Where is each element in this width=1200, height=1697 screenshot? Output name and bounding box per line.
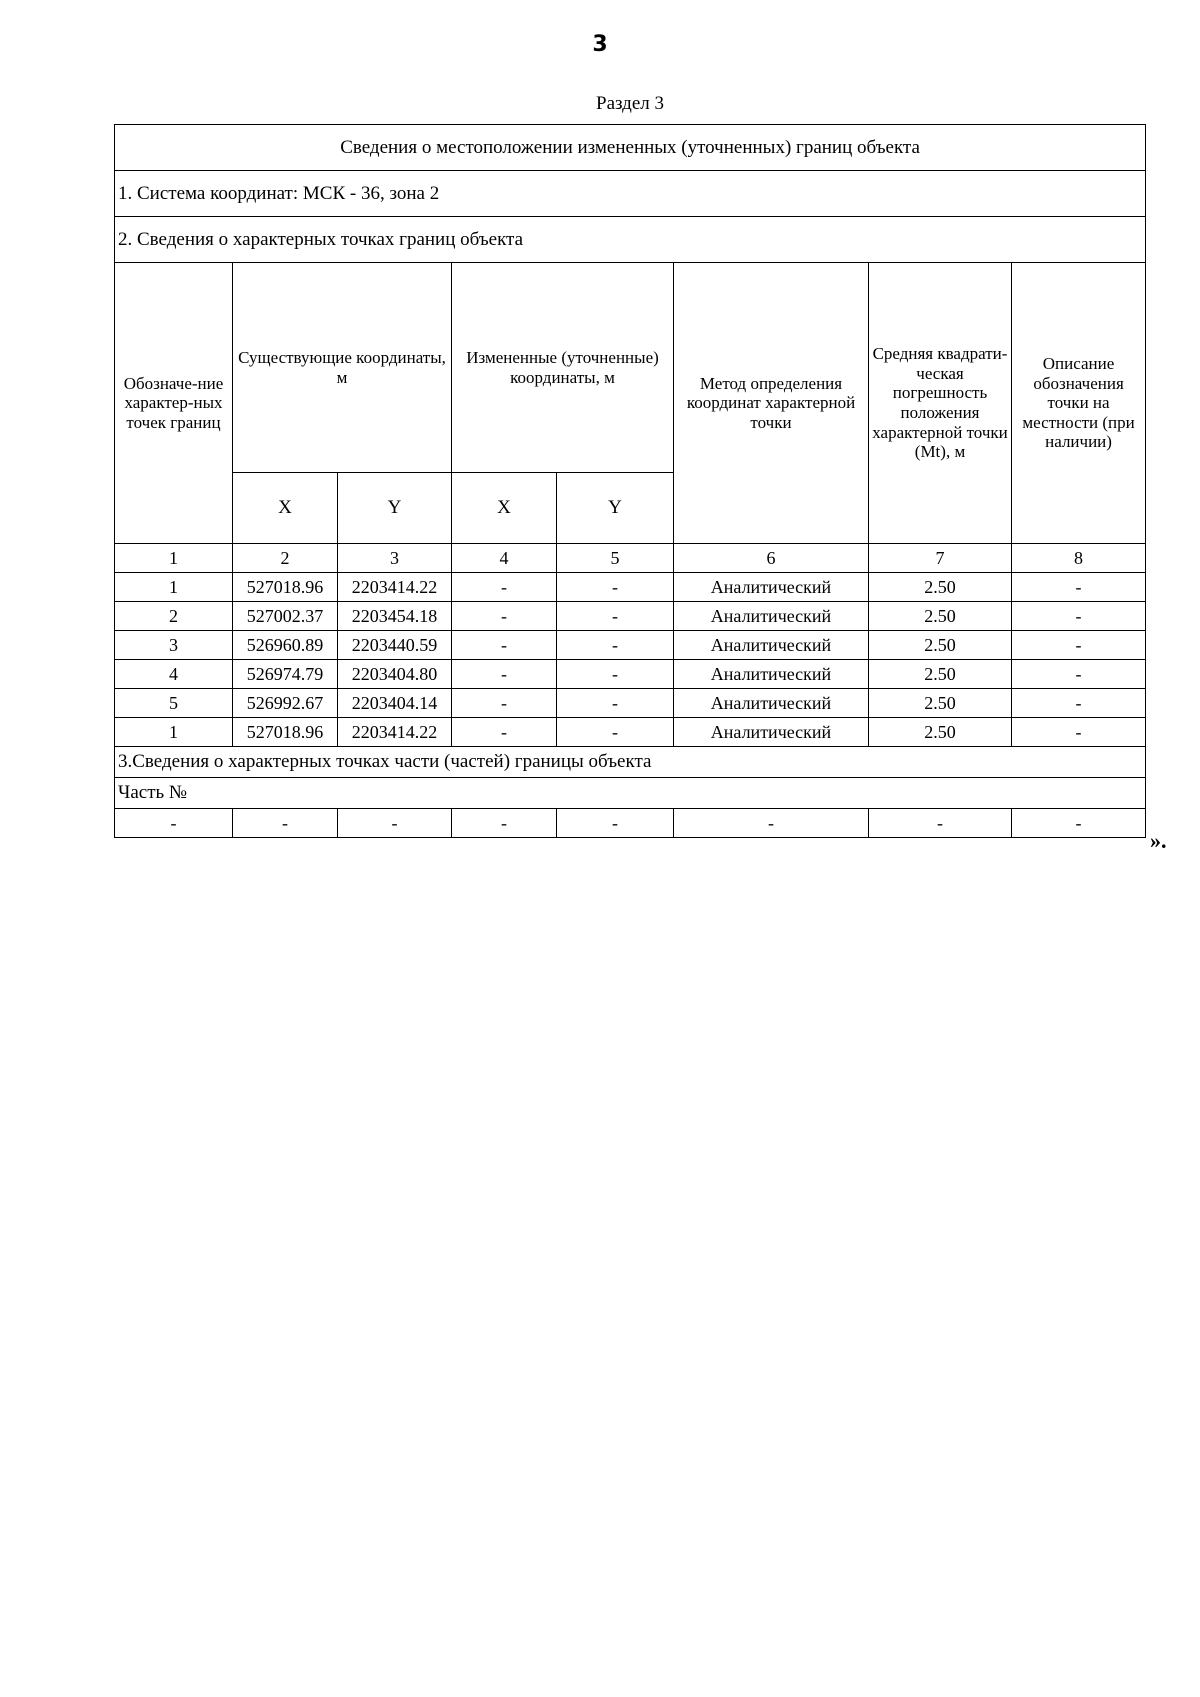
page-number: 3 bbox=[592, 32, 608, 57]
description: - bbox=[1012, 718, 1146, 747]
point-id: 1 bbox=[115, 573, 233, 602]
description: - bbox=[1012, 660, 1146, 689]
method: Аналитический bbox=[674, 631, 869, 660]
part-cell: - bbox=[452, 809, 557, 838]
table-row bbox=[115, 660, 1146, 689]
changed-y: - bbox=[557, 689, 674, 718]
changed-x: - bbox=[452, 602, 557, 631]
table-row bbox=[115, 718, 1146, 747]
existing-y: 2203404.80 bbox=[338, 660, 452, 689]
method: Аналитический bbox=[674, 718, 869, 747]
column-number: 4 bbox=[452, 544, 557, 573]
column-number: 1 bbox=[115, 544, 233, 573]
column-number: 5 bbox=[557, 544, 674, 573]
header-designation: Обозначе-ние характер-ных точек границ bbox=[115, 263, 233, 544]
description: - bbox=[1012, 689, 1146, 718]
changed-x: - bbox=[452, 689, 557, 718]
existing-y: 2203454.18 bbox=[338, 602, 452, 631]
changed-x: - bbox=[452, 631, 557, 660]
mse: 2.50 bbox=[869, 660, 1012, 689]
header-existing-x: X bbox=[233, 473, 338, 544]
parts-section-title: 3.Сведения о характерных точках части (частей) границы объекта bbox=[115, 747, 1146, 778]
column-number: 2 bbox=[233, 544, 338, 573]
changed-x: - bbox=[452, 573, 557, 602]
table-row bbox=[115, 573, 1146, 602]
column-number: 7 bbox=[869, 544, 1012, 573]
mse: 2.50 bbox=[869, 631, 1012, 660]
closing-mark: ». bbox=[1150, 828, 1167, 853]
part-cell: - bbox=[1012, 809, 1146, 838]
existing-x: 527018.96 bbox=[233, 718, 338, 747]
header-existing-coords: Существующие координаты, м bbox=[233, 263, 452, 473]
header-mse: Средняя квадрати-ческая погрешность положения характерной точки (Mt), м bbox=[869, 263, 1012, 544]
method: Аналитический bbox=[674, 689, 869, 718]
part-cell: - bbox=[557, 809, 674, 838]
existing-x: 526974.79 bbox=[233, 660, 338, 689]
mse: 2.50 bbox=[869, 718, 1012, 747]
section-title: Раздел 3 bbox=[596, 93, 664, 114]
changed-x: - bbox=[452, 718, 557, 747]
point-id: 1 bbox=[115, 718, 233, 747]
existing-x: 526992.67 bbox=[233, 689, 338, 718]
header-changed-coords: Измененные (уточненные) координаты, м bbox=[452, 263, 674, 473]
points-section-title: 2. Сведения о характерных точках границ объекта bbox=[115, 217, 1146, 263]
changed-y: - bbox=[557, 631, 674, 660]
part-table-row bbox=[115, 809, 1146, 838]
table-row bbox=[115, 602, 1146, 631]
existing-y: 2203414.22 bbox=[338, 718, 452, 747]
changed-y: - bbox=[557, 602, 674, 631]
method: Аналитический bbox=[674, 660, 869, 689]
description: - bbox=[1012, 631, 1146, 660]
column-number: 3 bbox=[338, 544, 452, 573]
existing-y: 2203404.14 bbox=[338, 689, 452, 718]
header-existing-y: Y bbox=[338, 473, 452, 544]
part-number-label: Часть № bbox=[115, 778, 1146, 809]
column-number: 6 bbox=[674, 544, 869, 573]
point-id: 5 bbox=[115, 689, 233, 718]
changed-y: - bbox=[557, 660, 674, 689]
point-id: 2 bbox=[115, 602, 233, 631]
description: - bbox=[1012, 602, 1146, 631]
point-id: 4 bbox=[115, 660, 233, 689]
part-cell: - bbox=[674, 809, 869, 838]
table-caption: Сведения о местоположении измененных (уточненных) границ объекта bbox=[115, 125, 1146, 171]
part-cell: - bbox=[869, 809, 1012, 838]
existing-x: 527018.96 bbox=[233, 573, 338, 602]
existing-y: 2203414.22 bbox=[338, 573, 452, 602]
mse: 2.50 bbox=[869, 602, 1012, 631]
part-cell: - bbox=[233, 809, 338, 838]
header-changed-x: X bbox=[452, 473, 557, 544]
changed-y: - bbox=[557, 718, 674, 747]
changed-x: - bbox=[452, 660, 557, 689]
coordinate-system: 1. Система координат: МСК - 36, зона 2 bbox=[115, 171, 1146, 217]
header-description: Описание обозначения точки на местности (при наличии) bbox=[1012, 263, 1146, 544]
table-row bbox=[115, 631, 1146, 660]
existing-y: 2203440.59 bbox=[338, 631, 452, 660]
part-cell: - bbox=[115, 809, 233, 838]
mse: 2.50 bbox=[869, 573, 1012, 602]
table-row bbox=[115, 689, 1146, 718]
existing-x: 526960.89 bbox=[233, 631, 338, 660]
existing-x: 527002.37 bbox=[233, 602, 338, 631]
changed-y: - bbox=[557, 573, 674, 602]
header-method: Метод определения координат характерной точки bbox=[674, 263, 869, 544]
part-cell: - bbox=[338, 809, 452, 838]
mse: 2.50 bbox=[869, 689, 1012, 718]
boundary-points-table bbox=[114, 124, 1146, 838]
point-id: 3 bbox=[115, 631, 233, 660]
method: Аналитический bbox=[674, 602, 869, 631]
column-numbers-row bbox=[115, 544, 1146, 573]
column-number: 8 bbox=[1012, 544, 1146, 573]
description: - bbox=[1012, 573, 1146, 602]
method: Аналитический bbox=[674, 573, 869, 602]
header-changed-y: Y bbox=[557, 473, 674, 544]
